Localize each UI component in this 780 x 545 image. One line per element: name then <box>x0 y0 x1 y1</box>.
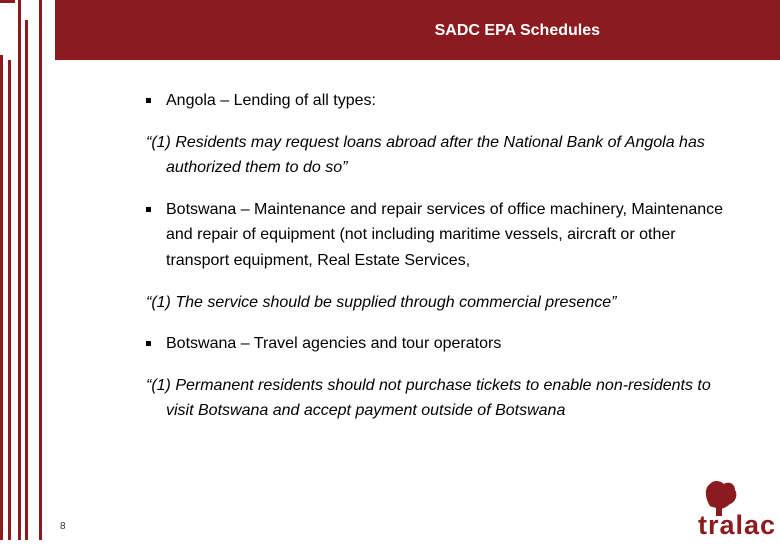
bullet-icon <box>146 207 151 212</box>
item-text: Botswana – Travel agencies and tour operators <box>166 335 502 353</box>
logo-text: tralac <box>698 510 777 540</box>
item-text: Angola – Lending of all types: <box>166 92 376 109</box>
item-quote: “(1) Permanent residents should not purchase tickets to enable non-residents to visit Botswana and accept payment outside of Botswana <box>146 376 711 420</box>
item-botswana-travel <box>146 331 736 424</box>
frame-line-5 <box>25 20 28 540</box>
bullet-icon <box>146 98 151 103</box>
bullet-icon <box>146 341 151 346</box>
tralac-logo <box>680 476 780 540</box>
frame-line-6 <box>39 0 42 540</box>
frame-line-4 <box>18 0 21 540</box>
item-angola <box>146 88 736 181</box>
slide-title: SADC EPA Schedules <box>434 22 600 39</box>
item-text: Botswana – Maintenance and repair services of office machinery, Maintenance and repair of equipment (not including maritime vessels, aircraft or other transport equipment, Real Estate Services, <box>166 200 724 269</box>
frame-line-1 <box>0 0 15 3</box>
item-quote: “(1) The service should be supplied through commercial presence” <box>146 293 617 311</box>
page-number: 8 <box>60 521 66 532</box>
content <box>146 88 736 424</box>
frame-line-3 <box>8 60 11 540</box>
left-frame <box>0 0 55 540</box>
title-box <box>118 0 780 60</box>
item-botswana-maintenance <box>146 197 736 315</box>
item-quote: “(1) Residents may request loans abroad after the National Bank of Angola has authorized them to do so” <box>146 133 705 177</box>
frame-line-2 <box>0 55 3 540</box>
